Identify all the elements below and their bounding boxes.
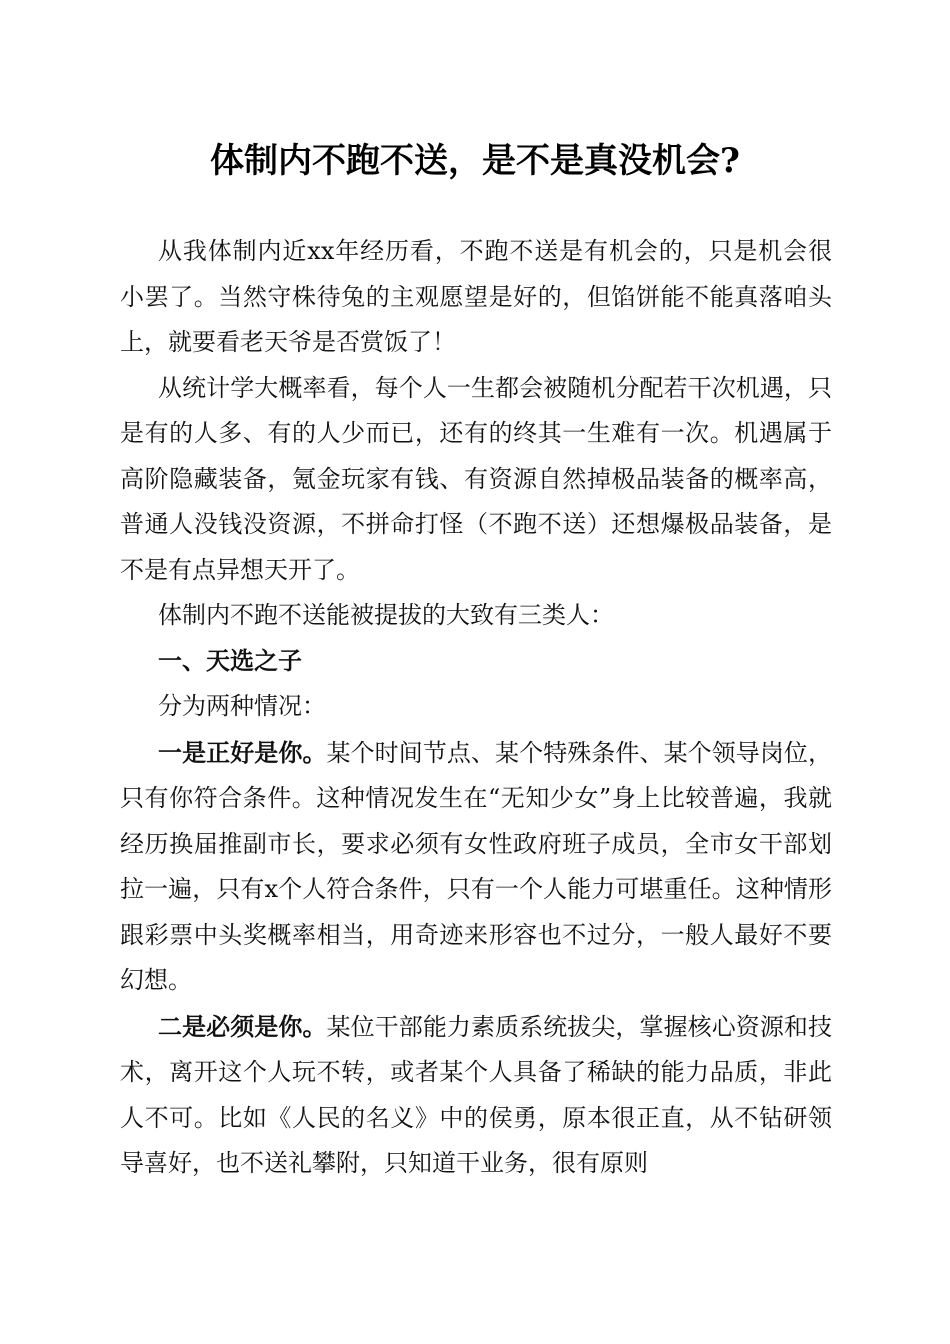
section-heading-text: 一、天选之子 <box>158 646 302 675</box>
paragraph-text: 某位干部能力素质系统拔尖，掌握核心资源和技术，离开这个人玩不转，或者某个人具备了稀缺的能力品质，非此人不可。比如《人民的名义》中的侯勇，原本很正直，从不钻研领导喜好，也不送礼攀附，只知道干业务，很有原则 <box>120 1012 833 1177</box>
case-lead: 二是必须是你。 <box>158 1011 327 1041</box>
paragraph-intro <box>120 229 832 366</box>
case-lead: 一是正好是你。 <box>158 737 327 767</box>
paragraph-text: 某个时间节点、某个特殊条件、某个领导岗位，只有你符合条件。这种情况发生在“无知少女”身上比较普遍，我就经历换届推副市长，要求必须有女性政府班子成员，全市女干部划拉一遍，只有x个人符合条件，只有一个人能力可堪重任。这种情形跟彩票中头奖概率相当，用奇迹来形容也不过分，一般人最好不要幻想。 <box>120 738 833 994</box>
paragraph-text: 从统计学大概率看，每个人一生都会被随机分配若干次机遇，只是有的人多、有的人少而已，还有的终其一生难有一次。机遇属于高阶隐藏装备，氪金玩家有钱、有资源自然掉极品装备的概率高，普通人没钱没资源，不拼命打怪（不跑不送）还想爆极品装备，是不是有点异想天开了。 <box>120 373 832 584</box>
paragraph-statistics <box>120 366 832 594</box>
paragraph-text: 体制内不跑不送能被提拔的大致有三类人： <box>158 601 614 629</box>
paragraph-two-cases <box>120 684 832 730</box>
paragraph-categories <box>120 593 832 639</box>
document-body <box>120 229 832 1187</box>
document-title: 体制内不跑不送，是不是真没机会? <box>210 141 740 181</box>
paragraph-text: 分为两种情况： <box>158 692 326 720</box>
paragraph-text: 从我体制内近xx年经历看，不跑不送是有机会的，只是机会很小罢了。当然守株待兔的主观愿望是好的，但馅饼能不能真落咱头上，就要看老天爷是否赏饭了！ <box>120 237 832 356</box>
paragraph-case-one <box>120 730 832 1004</box>
paragraph-case-two <box>120 1004 832 1187</box>
section-heading <box>120 639 832 685</box>
